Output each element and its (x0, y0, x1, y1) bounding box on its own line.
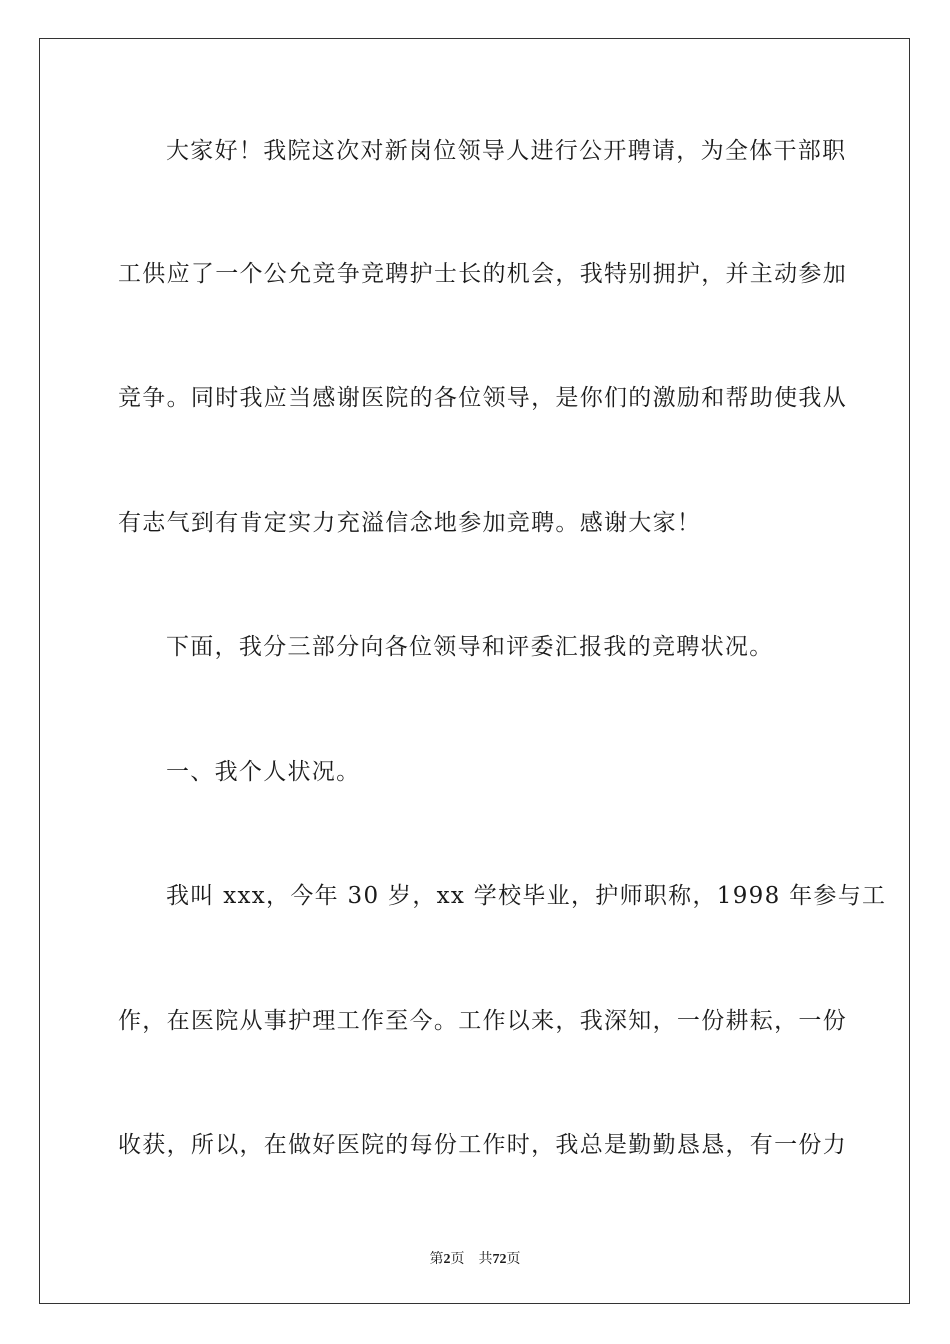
page-number: 2 (443, 1252, 451, 1267)
paragraph-3-line-2: 作，在医院从事护理工作至今。工作以来，我深知，一份耕耘，一份 (118, 1008, 847, 1034)
total-suffix: 页 (506, 1251, 521, 1267)
paragraph-2: 下面，我分三部分向各位领导和评委汇报我的竞聘状况。 (166, 634, 774, 660)
total-pages: 72 (492, 1252, 507, 1267)
paragraph-3-line-1: 我叫 xxx，今年 30 岁，xx 学校毕业，护师职称，1998 年参与工 (166, 883, 887, 909)
paragraph-1-line-1: 大家好！我院这次对新岗位领导人进行公开聘请，为全体干部职 (166, 138, 847, 164)
paragraph-1-line-2: 工供应了一个公允竞争竞聘护士长的机会，我特别拥护，并主动参加 (118, 261, 847, 287)
page-border (39, 38, 910, 1304)
page-suffix: 页 (450, 1251, 465, 1267)
section-heading-1: 一、我个人状况。 (166, 759, 361, 785)
paragraph-1-line-4: 有志气到有肯定实力充溢信念地参加竞聘。感谢大家！ (118, 510, 702, 536)
paragraph-3-line-3: 收获，所以，在做好医院的每份工作时，我总是勤勤恳恳，有一份力 (118, 1132, 847, 1158)
total-prefix: 共 (478, 1251, 493, 1267)
page-footer (0, 1250, 950, 1269)
page-prefix: 第 (429, 1251, 444, 1267)
paragraph-1-line-3: 竞争。同时我应当感谢医院的各位领导，是你们的激励和帮助使我从 (118, 385, 847, 411)
